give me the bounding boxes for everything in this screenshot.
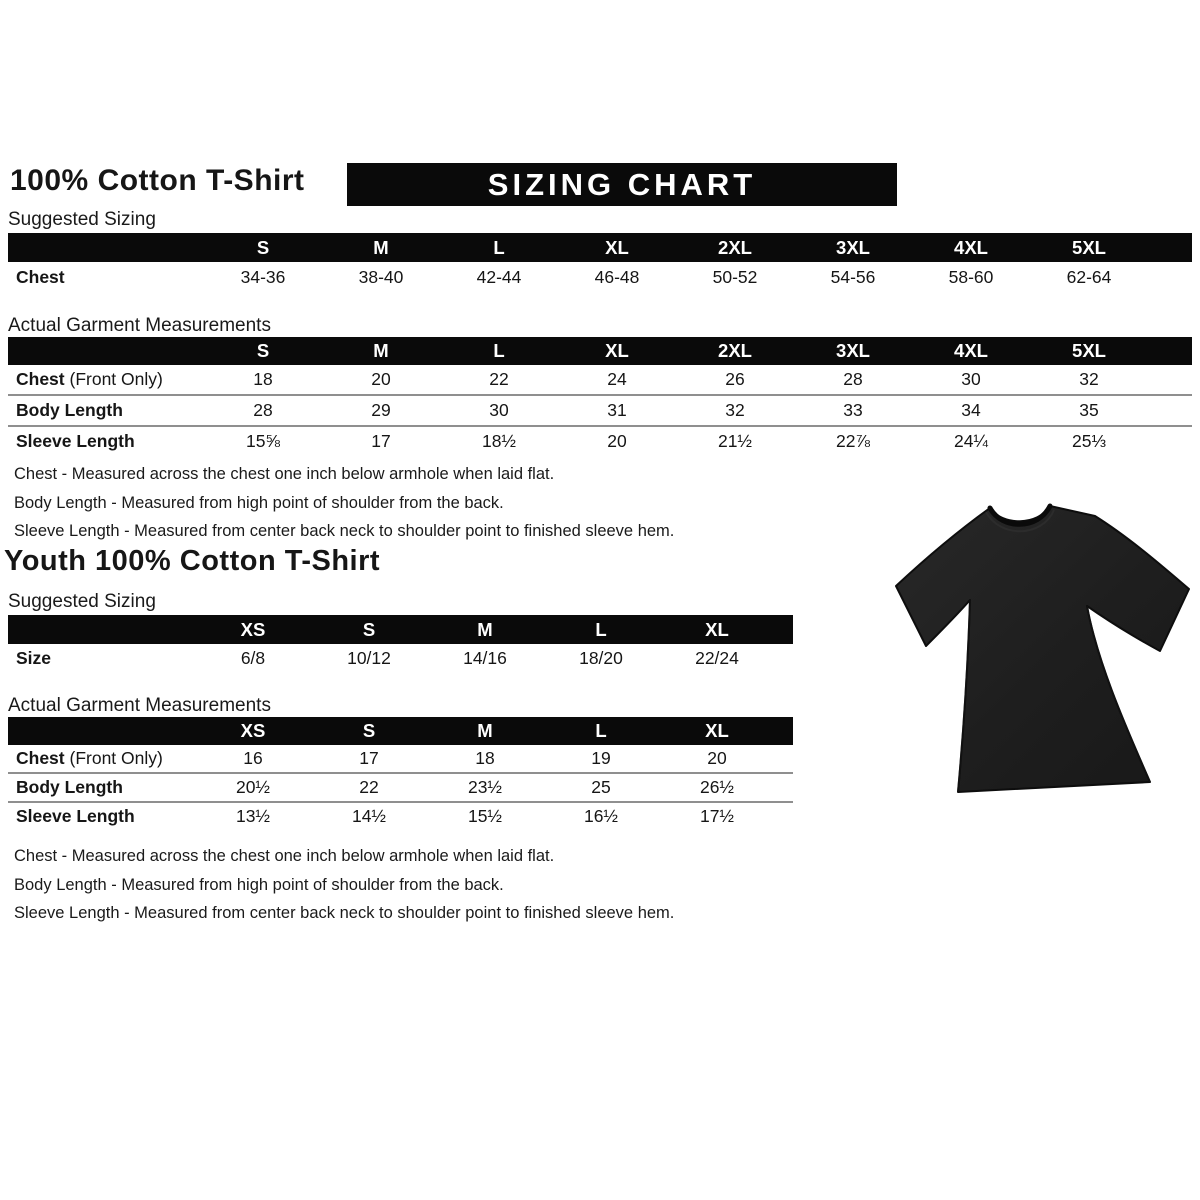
adult-measurement-notes — [14, 460, 674, 546]
size-column-header: L — [543, 717, 659, 745]
cell-value: 33 — [794, 395, 912, 426]
cell-value: 20 — [707, 748, 727, 768]
cell-value: 17 — [359, 748, 379, 768]
cell-value: 38-40 — [358, 267, 404, 287]
note-line: Chest - Measured across the chest one inch below armhole when laid flat. — [14, 847, 555, 865]
size-column-header: 4XL — [912, 337, 1030, 365]
size-column-header: 2XL — [676, 233, 794, 262]
cell-value: 17½ — [659, 802, 775, 830]
row-label: Chest (Front Only) — [16, 369, 163, 389]
cell-value: 31 — [558, 395, 676, 426]
cell-value: 32 — [676, 395, 794, 426]
cell-value: 58-60 — [948, 267, 994, 287]
cell-spacer — [1148, 395, 1192, 426]
cell-value: 42-44 — [476, 267, 522, 287]
cell-value: 23½ — [427, 773, 543, 802]
size-column-header: L — [440, 337, 558, 365]
cell-value: 22 — [489, 369, 509, 389]
size-column-header: 2XL — [676, 337, 794, 365]
cell-value: 6/8 — [240, 648, 266, 668]
size-column-header: M — [427, 717, 543, 745]
cell-value: 34 — [912, 395, 1030, 426]
cell-value: 35 — [1030, 395, 1148, 426]
cell-value: 18 — [475, 748, 495, 768]
size-column-header: S — [204, 233, 322, 262]
cell-value: 24¼ — [912, 426, 1030, 456]
table-row-sleeve-length — [8, 426, 1192, 456]
youth-actual-measurements-table — [8, 717, 793, 830]
cell-value: 62-64 — [1066, 267, 1112, 287]
table-row-sleeve-length — [8, 802, 793, 830]
header-spacer-cell — [1148, 337, 1192, 365]
youth-suggested-sizing-table — [8, 615, 793, 673]
table-row-chest — [8, 365, 1192, 395]
size-column-header: XL — [659, 615, 775, 644]
cell-value: 18½ — [440, 426, 558, 456]
size-column-header: L — [543, 615, 659, 644]
cell-value: 26½ — [659, 773, 775, 802]
cell-value: 14/16 — [463, 648, 507, 668]
adult-actual-measurements-table — [8, 337, 1192, 456]
cell-value: 22⅞ — [794, 426, 912, 456]
cell-value: 46-48 — [594, 267, 640, 287]
size-column-header: M — [427, 615, 543, 644]
header-spacer-cell — [1148, 233, 1192, 262]
cell-value: 32 — [1079, 369, 1099, 389]
cell-value: 26 — [725, 369, 745, 389]
adult-actual-measurements-label: Actual Garment Measurements — [8, 315, 271, 336]
cell-spacer — [775, 644, 793, 673]
size-column-header: 5XL — [1030, 337, 1148, 365]
youth-section-title: Youth 100% Cotton T-Shirt — [4, 545, 381, 577]
size-column-header: L — [440, 233, 558, 262]
note-line: Body Length - Measured from high point of shoulder from the back. — [14, 875, 504, 894]
size-column-header: 4XL — [912, 233, 1030, 262]
cell-value: 50-52 — [712, 267, 758, 287]
youth-actual-measurements-label: Actual Garment Measurements — [8, 695, 271, 716]
sizing-chart-banner-text: SIZING CHART — [487, 166, 757, 202]
header-spacer-cell — [775, 615, 793, 644]
size-column-header: M — [322, 233, 440, 262]
cell-value: 54-56 — [830, 267, 876, 287]
header-spacer-cell — [8, 337, 204, 365]
table-header-row — [8, 615, 793, 644]
tshirt-image — [890, 486, 1198, 804]
size-column-header: 5XL — [1030, 233, 1148, 262]
black-tshirt-graphic — [890, 486, 1198, 804]
cell-value: 28 — [843, 369, 863, 389]
row-label: Sleeve Length — [8, 802, 195, 830]
cell-spacer — [1148, 426, 1192, 456]
table-header-row — [8, 337, 1192, 365]
youth-suggested-sizing-label: Suggested Sizing — [8, 591, 156, 612]
cell-value: 18/20 — [579, 648, 623, 668]
cell-value: 20½ — [195, 773, 311, 802]
cell-value: 15⅝ — [204, 426, 322, 456]
cell-spacer — [775, 745, 793, 773]
cell-value: 20 — [558, 426, 676, 456]
cell-value: 29 — [322, 395, 440, 426]
page-title: 100% Cotton T-Shirt — [10, 164, 305, 197]
row-label: Sleeve Length — [8, 426, 204, 456]
row-label: Body Length — [8, 773, 195, 802]
table-header-row — [8, 233, 1192, 262]
cell-value: 24 — [607, 369, 627, 389]
size-column-header: XL — [558, 233, 676, 262]
cell-value: 30 — [440, 395, 558, 426]
cell-spacer — [1148, 262, 1192, 293]
cell-spacer — [775, 773, 793, 802]
size-column-header: S — [311, 615, 427, 644]
cell-value: 18 — [253, 369, 273, 389]
table-row-body-length — [8, 773, 793, 802]
row-label: Chest (Front Only) — [16, 748, 163, 768]
cell-value: 21½ — [676, 426, 794, 456]
cell-value: 15½ — [427, 802, 543, 830]
cell-value: 17 — [322, 426, 440, 456]
size-column-header: 3XL — [794, 337, 912, 365]
cell-value: 16 — [243, 748, 263, 768]
cell-spacer — [775, 802, 793, 830]
cell-value: 22/24 — [695, 648, 739, 668]
adult-suggested-sizing-table — [8, 233, 1192, 293]
size-column-header: XL — [558, 337, 676, 365]
table-row-body-length — [8, 395, 1192, 426]
header-spacer-cell — [8, 233, 204, 262]
cell-value: 25 — [543, 773, 659, 802]
header-spacer-cell — [8, 717, 195, 745]
size-column-header: S — [311, 717, 427, 745]
cell-value: 22 — [311, 773, 427, 802]
row-label: Size — [16, 648, 52, 668]
header-spacer-cell — [8, 615, 195, 644]
size-column-header: M — [322, 337, 440, 365]
size-column-header: XS — [195, 615, 311, 644]
cell-value: 19 — [591, 748, 611, 768]
cell-value: 16½ — [543, 802, 659, 830]
cell-value: 14½ — [311, 802, 427, 830]
note-line: Sleeve Length - Measured from center back neck to shoulder point to finished sleeve hem. — [14, 522, 675, 540]
cell-value: 25⅓ — [1030, 426, 1148, 456]
cell-value: 10/12 — [347, 648, 391, 668]
cell-value: 13½ — [195, 802, 311, 830]
cell-value: 20 — [371, 369, 391, 389]
cell-value: 34-36 — [240, 267, 286, 287]
size-column-header: XS — [195, 717, 311, 745]
header-spacer-cell — [775, 717, 793, 745]
note-line: Sleeve Length - Measured from center back neck to shoulder point to finished sleeve hem. — [14, 904, 675, 922]
cell-value: 28 — [204, 395, 322, 426]
table-header-row — [8, 717, 793, 745]
row-label: Chest — [16, 267, 65, 287]
youth-measurement-notes — [14, 842, 674, 928]
size-column-header: S — [204, 337, 322, 365]
adult-suggested-sizing-label: Suggested Sizing — [8, 209, 156, 230]
table-row-chest — [8, 745, 793, 773]
note-line: Chest - Measured across the chest one inch below armhole when laid flat. — [14, 465, 555, 483]
table-row-size — [8, 644, 793, 673]
size-column-header: XL — [659, 717, 775, 745]
table-row — [8, 262, 1192, 293]
cell-value: 30 — [961, 369, 981, 389]
cell-spacer — [1148, 365, 1192, 395]
size-column-header: 3XL — [794, 233, 912, 262]
sizing-chart-banner — [347, 163, 897, 206]
row-label: Body Length — [8, 395, 204, 426]
note-line: Body Length - Measured from high point of shoulder from the back. — [14, 493, 504, 512]
